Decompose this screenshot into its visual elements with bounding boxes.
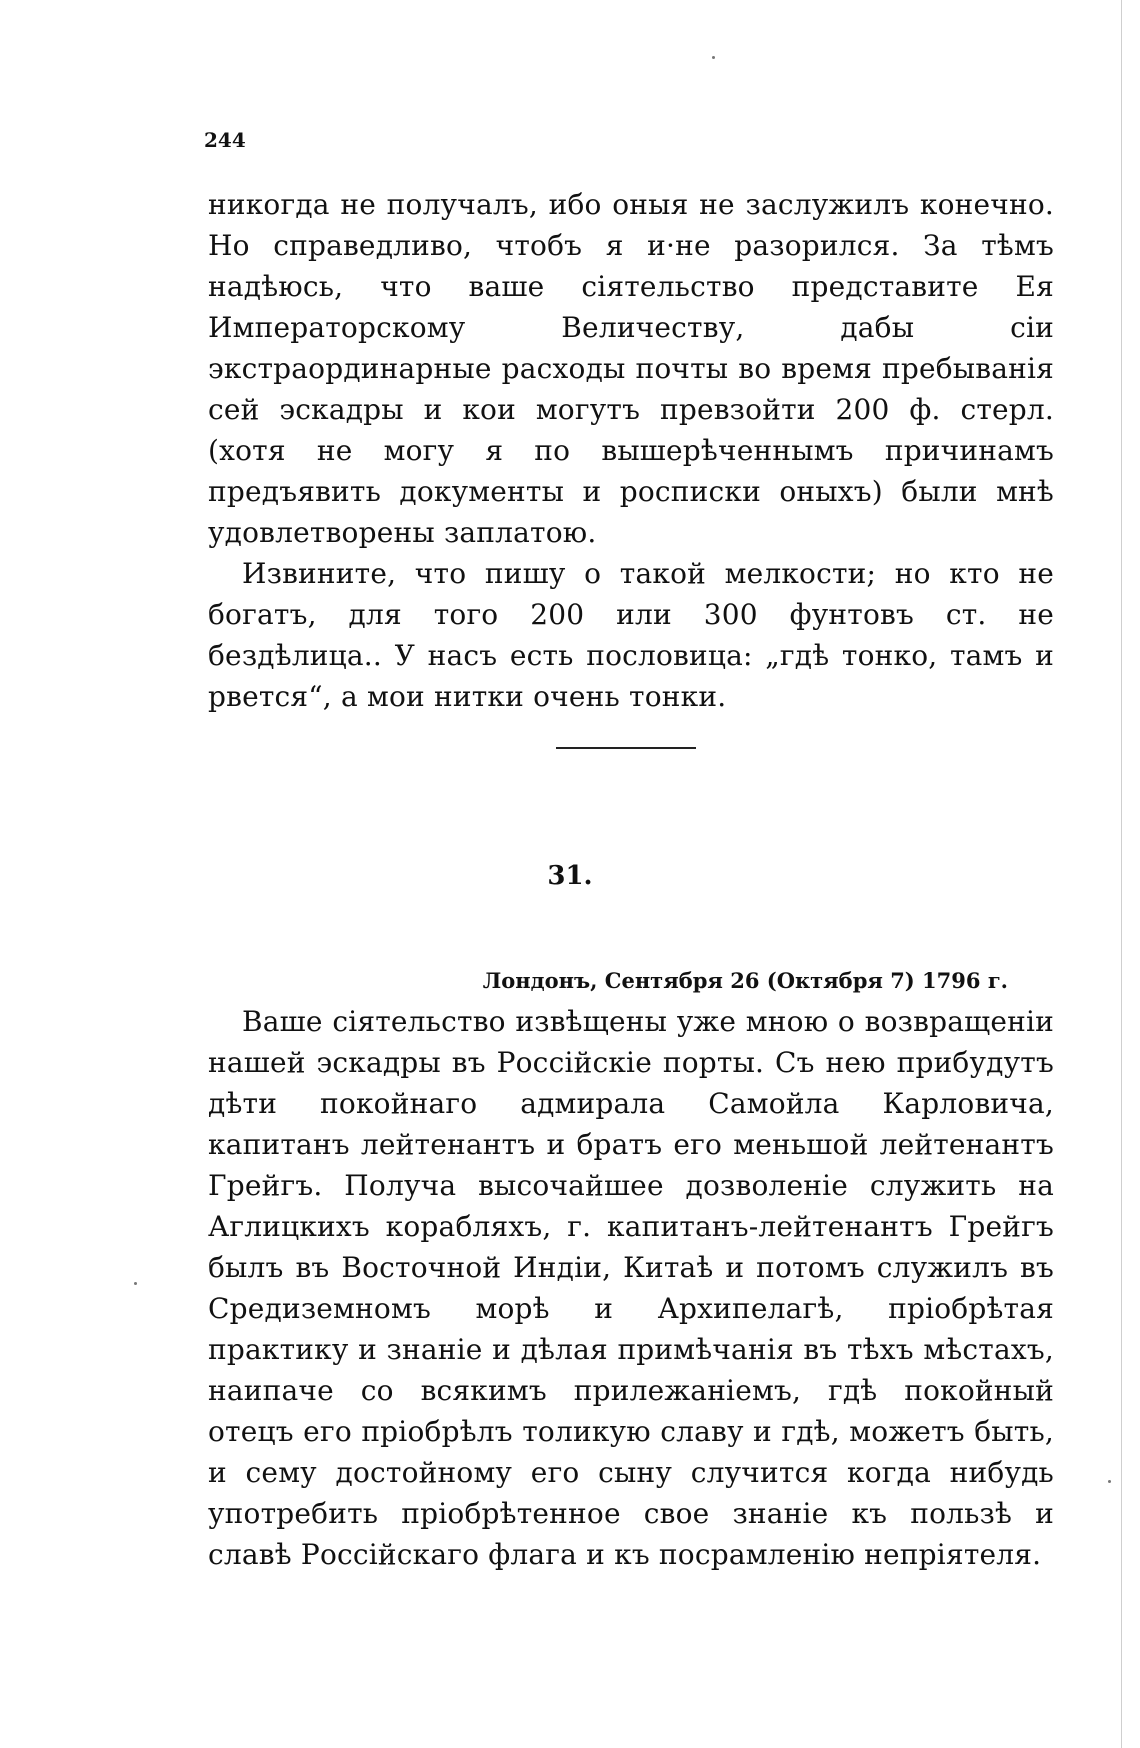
scan-speck — [134, 1282, 137, 1285]
paragraph: никогда не получалъ, ибо оныя не заслужилъ конечно. Но справедливо, чтобъ я и·не разорился. За тѣмъ надѣюсь, что ваше сіятельство представите Ея Императорскому Величеству, дабы сіи экстраординарные расходы почты во время пребыванія сей эскадры и кои могутъ превзойти 200 ф. стерл. (хотя не могу я по вышерѣченнымъ причинамъ предъявить документы и росписки оныхъ) были мнѣ удовлетворены заплатою. — [208, 188, 1054, 549]
scan-speck — [1108, 1480, 1111, 1483]
letter-continuation — [208, 184, 1054, 717]
paragraph: Извините, что пишу о такой мелкости; но кто не богатъ, для того 200 или 300 фунтовъ ст. не бездѣлица.. У насъ есть пословица: „гдѣ тонко, тамъ и рвется“, а мои нитки очень тонки. — [208, 557, 1054, 713]
section-divider — [556, 747, 696, 749]
letter-number: 31. — [547, 861, 593, 891]
paragraph: Ваше сіятельство извѣщены уже мною о возвращеніи нашей эскадры въ Россійскіе порты. Съ нею прибудутъ дѣти покойнаго адмирала Самойла Карловича, капитанъ лейтенантъ и братъ его меньшой лейтенантъ Грейгъ. Получа высочайшее дозволеніе служить на Аглицкихъ корабляхъ, г. капитанъ-лейтенантъ Грейгъ былъ въ Восточной Индіи, Китаѣ и потомъ служилъ въ Средиземномъ морѣ и Архипелагѣ, пріобрѣтая практику и знаніе и дѣлая примѣчанія въ тѣхъ мѣстахъ, наипаче со всякимъ прилежаніемъ, гдѣ покойный отецъ его пріобрѣлъ толикую славу и гдѣ, можетъ быть, и сему достойному его сыну случится когда нибудь употребить пріобрѣтенное свое знаніе къ пользѣ и славѣ Россійскаго флага и къ посрамленію непріятеля. — [208, 1005, 1054, 1571]
letter-body — [208, 1001, 1054, 1575]
scan-speck — [712, 56, 715, 59]
letter-dateline: Лондонъ, Сентября 26 (Октября 7) 1796 г. — [482, 968, 1008, 993]
page-number: 244 — [204, 128, 246, 152]
